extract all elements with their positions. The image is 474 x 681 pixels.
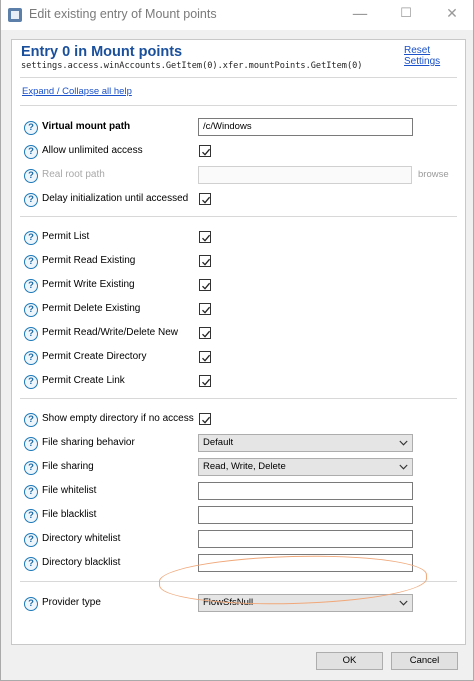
field-label: File sharing: [42, 461, 94, 472]
row-file-sharing-behavior: [12, 432, 465, 456]
select-value: Read, Write, Delete: [203, 461, 286, 472]
check-icon: [201, 305, 211, 315]
field-label: Virtual mount path: [42, 121, 131, 132]
permit-write-checkbox[interactable]: [199, 279, 211, 291]
help-icon[interactable]: ?: [24, 351, 38, 365]
field-label: Permit Create Link: [42, 375, 125, 386]
field-label: File sharing behavior: [42, 437, 135, 448]
settings-path: settings.access.winAccounts.GetItem(0).xfer.mountPoints.GetItem(0): [21, 61, 363, 71]
browse-button: browse: [418, 169, 449, 180]
check-icon: [201, 415, 211, 425]
cancel-button[interactable]: Cancel: [391, 652, 458, 670]
field-label: Delay initialization until accessed: [42, 193, 189, 204]
row-file-sharing: [12, 456, 465, 480]
reset-settings-link[interactable]: Reset Settings: [404, 45, 441, 67]
minimize-button[interactable]: —: [352, 4, 368, 23]
window-title: Edit existing entry of Mount points: [29, 7, 217, 21]
field-label: Permit List: [42, 231, 90, 242]
file-whitelist-input[interactable]: [198, 482, 413, 500]
row-file-whitelist: [12, 480, 465, 504]
help-icon[interactable]: ?: [24, 145, 38, 159]
check-icon: [201, 257, 211, 267]
settings-panel: [11, 39, 466, 645]
row-permit-rwd-new: [12, 322, 465, 346]
check-icon: [201, 329, 211, 339]
row-provider-type: [12, 592, 465, 616]
help-icon[interactable]: ?: [24, 279, 38, 293]
row-permit-list: [12, 226, 465, 250]
file-sharing-select[interactable]: [198, 458, 413, 476]
row-permit-create-link: [12, 370, 465, 394]
help-icon[interactable]: ?: [24, 193, 38, 207]
chevron-down-icon: [399, 440, 408, 446]
permit-read-checkbox[interactable]: [199, 255, 211, 267]
delay-init-checkbox[interactable]: [199, 193, 211, 205]
row-show-empty-dir: [12, 408, 465, 432]
help-icon[interactable]: ?: [24, 255, 38, 269]
help-icon[interactable]: ?: [24, 437, 38, 451]
field-label: Real root path: [42, 169, 105, 180]
row-directory-whitelist: [12, 528, 465, 552]
help-icon[interactable]: ?: [24, 557, 38, 571]
file-blacklist-input[interactable]: [198, 506, 413, 524]
chevron-down-icon: [399, 600, 408, 606]
divider: [20, 105, 457, 106]
help-icon[interactable]: ?: [24, 509, 38, 523]
field-label: Directory whitelist: [42, 533, 121, 544]
field-label: Allow unlimited access: [42, 145, 143, 156]
field-label: Permit Delete Existing: [42, 303, 141, 314]
real-root-path-input: [198, 166, 412, 184]
permit-rwd-new-checkbox[interactable]: [199, 327, 211, 339]
field-label: Directory blacklist: [42, 557, 121, 568]
row-real-root-path: [12, 164, 465, 188]
help-icon[interactable]: ?: [24, 121, 38, 135]
check-icon: [201, 195, 211, 205]
check-icon: [201, 377, 211, 387]
dialog-footer: [0, 645, 474, 681]
window-titlebar: [0, 0, 474, 30]
chevron-down-icon: [399, 464, 408, 470]
field-label: File whitelist: [42, 485, 97, 496]
show-empty-dir-checkbox[interactable]: [199, 413, 211, 425]
field-label: Permit Write Existing: [42, 279, 135, 290]
row-virtual-mount-path: [12, 116, 465, 140]
check-icon: [201, 353, 211, 363]
field-label: File blacklist: [42, 509, 97, 520]
row-allow-unlimited: [12, 140, 465, 164]
directory-whitelist-input[interactable]: [198, 530, 413, 548]
divider: [20, 77, 457, 78]
permit-create-dir-checkbox[interactable]: [199, 351, 211, 363]
ok-button[interactable]: OK: [316, 652, 383, 670]
page-title: Entry 0 in Mount points: [21, 44, 183, 60]
help-icon[interactable]: ?: [24, 231, 38, 245]
help-icon[interactable]: ?: [24, 485, 38, 499]
row-file-blacklist: [12, 504, 465, 528]
row-permit-read: [12, 250, 465, 274]
permit-delete-checkbox[interactable]: [199, 303, 211, 315]
check-icon: [201, 233, 211, 243]
close-button[interactable]: ✕: [446, 6, 458, 22]
help-icon[interactable]: ?: [24, 461, 38, 475]
row-permit-write: [12, 274, 465, 298]
help-icon[interactable]: ?: [24, 375, 38, 389]
virtual-mount-path-input[interactable]: /c/Windows: [198, 118, 413, 136]
row-delay-init: [12, 188, 465, 212]
select-value: Default: [203, 437, 234, 448]
row-permit-create-dir: [12, 346, 465, 370]
maximize-button[interactable]: ☐: [400, 6, 412, 21]
divider: [20, 216, 457, 217]
help-icon[interactable]: ?: [24, 597, 38, 611]
divider: [20, 398, 457, 399]
check-icon: [201, 147, 211, 157]
help-icon[interactable]: ?: [24, 169, 38, 183]
select-value: FlowSfsNull: [203, 597, 254, 608]
field-label: Permit Read Existing: [42, 255, 136, 266]
help-icon[interactable]: ?: [24, 303, 38, 317]
directory-blacklist-input[interactable]: [198, 554, 413, 572]
permit-list-checkbox[interactable]: [199, 231, 211, 243]
field-label: Permit Create Directory: [42, 351, 147, 362]
app-icon: [8, 8, 22, 22]
help-icon[interactable]: ?: [24, 327, 38, 341]
provider-type-select[interactable]: [198, 594, 413, 612]
field-label: Show empty directory if no access: [42, 413, 194, 424]
help-icon[interactable]: ?: [24, 533, 38, 547]
field-label: Permit Read/Write/Delete New: [42, 327, 178, 338]
divider: [20, 581, 457, 582]
expand-collapse-help-link[interactable]: Expand / Collapse all help: [22, 86, 132, 97]
allow-unlimited-checkbox[interactable]: [199, 145, 211, 157]
dialog-content: [0, 30, 474, 645]
help-icon[interactable]: ?: [24, 413, 38, 427]
field-label: Provider type: [42, 597, 101, 608]
row-directory-blacklist: [12, 552, 465, 576]
file-sharing-behavior-select[interactable]: [198, 434, 413, 452]
check-icon: [201, 281, 211, 291]
row-permit-delete: [12, 298, 465, 322]
permit-create-link-checkbox[interactable]: [199, 375, 211, 387]
